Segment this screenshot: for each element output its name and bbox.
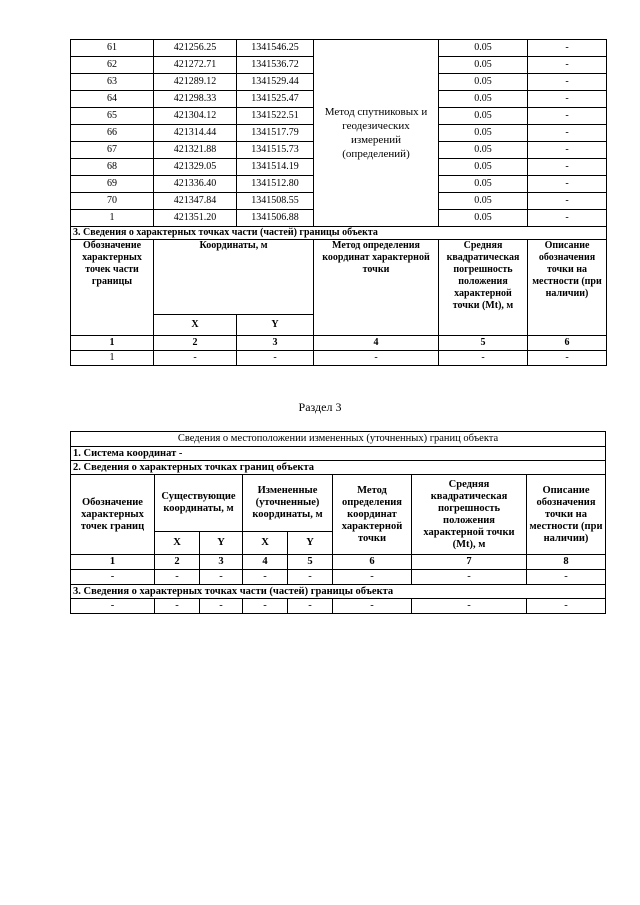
section-title: Раздел 3 — [298, 400, 342, 414]
table-cell: - — [71, 570, 155, 585]
error-value: 0.05 — [439, 210, 528, 227]
error-value: 0.05 — [439, 176, 528, 193]
table-cell: - — [528, 351, 607, 366]
error-value: 0.05 — [439, 108, 528, 125]
table-cell: - — [154, 351, 237, 366]
header-method: Метод определения координат характерной точки — [314, 240, 439, 336]
column-number: 7 — [412, 555, 527, 570]
header-point-name: Обозначение характерных точек части границы — [71, 240, 154, 336]
error-value: 0.05 — [439, 74, 528, 91]
error-value: 0.05 — [439, 125, 528, 142]
error-value: 0.05 — [439, 159, 528, 176]
table-cell: - — [527, 570, 606, 585]
header-y: Y — [200, 532, 243, 555]
table-cell: - — [237, 351, 314, 366]
error-value: 0.05 — [439, 57, 528, 74]
table-cell: - — [314, 351, 439, 366]
column-number: 5 — [288, 555, 333, 570]
point-description: - — [528, 57, 607, 74]
table-cell: - — [412, 599, 527, 614]
error-value: 0.05 — [439, 193, 528, 210]
column-number: 2 — [155, 555, 200, 570]
column-number: 8 — [527, 555, 606, 570]
table-row — [71, 351, 607, 366]
column-number: 2 — [154, 336, 237, 351]
coord-x: 421289.12 — [154, 74, 237, 91]
error-value: 0.05 — [439, 142, 528, 159]
point-number: 61 — [71, 40, 154, 57]
changed-boundaries-table — [70, 431, 606, 614]
coord-y: 1341515.73 — [237, 142, 314, 159]
table-cell: - — [71, 599, 155, 614]
point-number: 69 — [71, 176, 154, 193]
point-description: - — [528, 176, 607, 193]
table-cell: - — [333, 599, 412, 614]
coord-x: 421304.12 — [154, 108, 237, 125]
table-cell: - — [333, 570, 412, 585]
column-number: 6 — [528, 336, 607, 351]
table-cell: - — [527, 599, 606, 614]
coord-x: 421298.33 — [154, 91, 237, 108]
point-number: 65 — [71, 108, 154, 125]
point-number: 62 — [71, 57, 154, 74]
column-number: 1 — [71, 336, 154, 351]
table-cell: - — [155, 599, 200, 614]
header-x: X — [243, 532, 288, 555]
coord-y: 1341525.47 — [237, 91, 314, 108]
coord-x: 421336.40 — [154, 176, 237, 193]
point-number: 64 — [71, 91, 154, 108]
point-description: - — [528, 193, 607, 210]
coord-x: 421256.25 — [154, 40, 237, 57]
coord-x: 421272.71 — [154, 57, 237, 74]
coord-system-label: 1. Система координат - — [71, 447, 606, 461]
header-existing-coords: Существующие координаты, м — [155, 475, 243, 532]
coord-y: 1341522.51 — [237, 108, 314, 125]
coord-x: 421314.44 — [154, 125, 237, 142]
coord-x: 421329.05 — [154, 159, 237, 176]
header-y: Y — [288, 532, 333, 555]
column-number: 6 — [333, 555, 412, 570]
header-error: Средняя квадратическая погрешность положения характерной точки (Mt), м — [439, 240, 528, 336]
header-method: Метод определения координат характерной точки — [333, 475, 412, 555]
coord-x: 421347.84 — [154, 193, 237, 210]
parts-section-title: 3. Сведения о характерных точках части (частей) границы объекта — [71, 227, 607, 240]
table-cell: - — [200, 599, 243, 614]
table-cell: - — [439, 351, 528, 366]
table-row — [71, 599, 606, 614]
coord-x: 421351.20 — [154, 210, 237, 227]
point-number: 63 — [71, 74, 154, 91]
table-cell: - — [243, 570, 288, 585]
point-description: - — [528, 74, 607, 91]
point-description: - — [528, 210, 607, 227]
coordinates-table-part1 — [70, 39, 607, 366]
coord-y: 1341508.55 — [237, 193, 314, 210]
table-title: Сведения о местоположении измененных (уточненных) границ объекта — [71, 432, 606, 447]
point-number: 1 — [71, 210, 154, 227]
header-x: X — [154, 315, 237, 336]
coord-y: 1341512.80 — [237, 176, 314, 193]
point-description: - — [528, 125, 607, 142]
column-number: 3 — [200, 555, 243, 570]
header-y: Y — [237, 315, 314, 336]
point-number: 70 — [71, 193, 154, 210]
points-section-title: 2. Сведения о характерных точках границ объекта — [71, 461, 606, 475]
point-description: - — [528, 159, 607, 176]
coord-y: 1341529.44 — [237, 74, 314, 91]
error-value: 0.05 — [439, 40, 528, 57]
coord-y: 1341546.25 — [237, 40, 314, 57]
parts-section-title: 3. Сведения о характерных точках части (частей) границы объекта — [71, 585, 606, 599]
table-cell: - — [412, 570, 527, 585]
method-cell: Метод спутниковых и геодезических измерений (определений) — [314, 40, 439, 227]
table-cell: 1 — [71, 351, 154, 366]
point-description: - — [528, 40, 607, 57]
header-description: Описание обозначения точки на местности (при наличии) — [528, 240, 607, 336]
point-description: - — [528, 91, 607, 108]
coord-y: 1341514.19 — [237, 159, 314, 176]
table-row — [71, 40, 607, 57]
coord-y: 1341517.79 — [237, 125, 314, 142]
point-description: - — [528, 108, 607, 125]
coord-x: 421321.88 — [154, 142, 237, 159]
point-number: 66 — [71, 125, 154, 142]
table-cell: - — [200, 570, 243, 585]
header-coords: Координаты, м — [154, 240, 314, 315]
table-cell: - — [243, 599, 288, 614]
column-number: 4 — [314, 336, 439, 351]
table-cell: - — [288, 599, 333, 614]
error-value: 0.05 — [439, 91, 528, 108]
header-point-name: Обозначение характерных точек границ — [71, 475, 155, 555]
header-error: Средняя квадратическая погрешность положения характерной точки (Mt), м — [412, 475, 527, 555]
column-number: 1 — [71, 555, 155, 570]
header-description: Описание обозначения точки на местности (при наличии) — [527, 475, 606, 555]
point-number: 68 — [71, 159, 154, 176]
table-cell: - — [155, 570, 200, 585]
header-x: X — [155, 532, 200, 555]
column-number: 3 — [237, 336, 314, 351]
coord-y: 1341506.88 — [237, 210, 314, 227]
table-row — [71, 570, 606, 585]
header-changed-coords: Измененные (уточненные) координаты, м — [243, 475, 333, 532]
point-description: - — [528, 142, 607, 159]
table-cell: - — [288, 570, 333, 585]
point-number: 67 — [71, 142, 154, 159]
column-number: 5 — [439, 336, 528, 351]
coord-y: 1341536.72 — [237, 57, 314, 74]
column-number: 4 — [243, 555, 288, 570]
